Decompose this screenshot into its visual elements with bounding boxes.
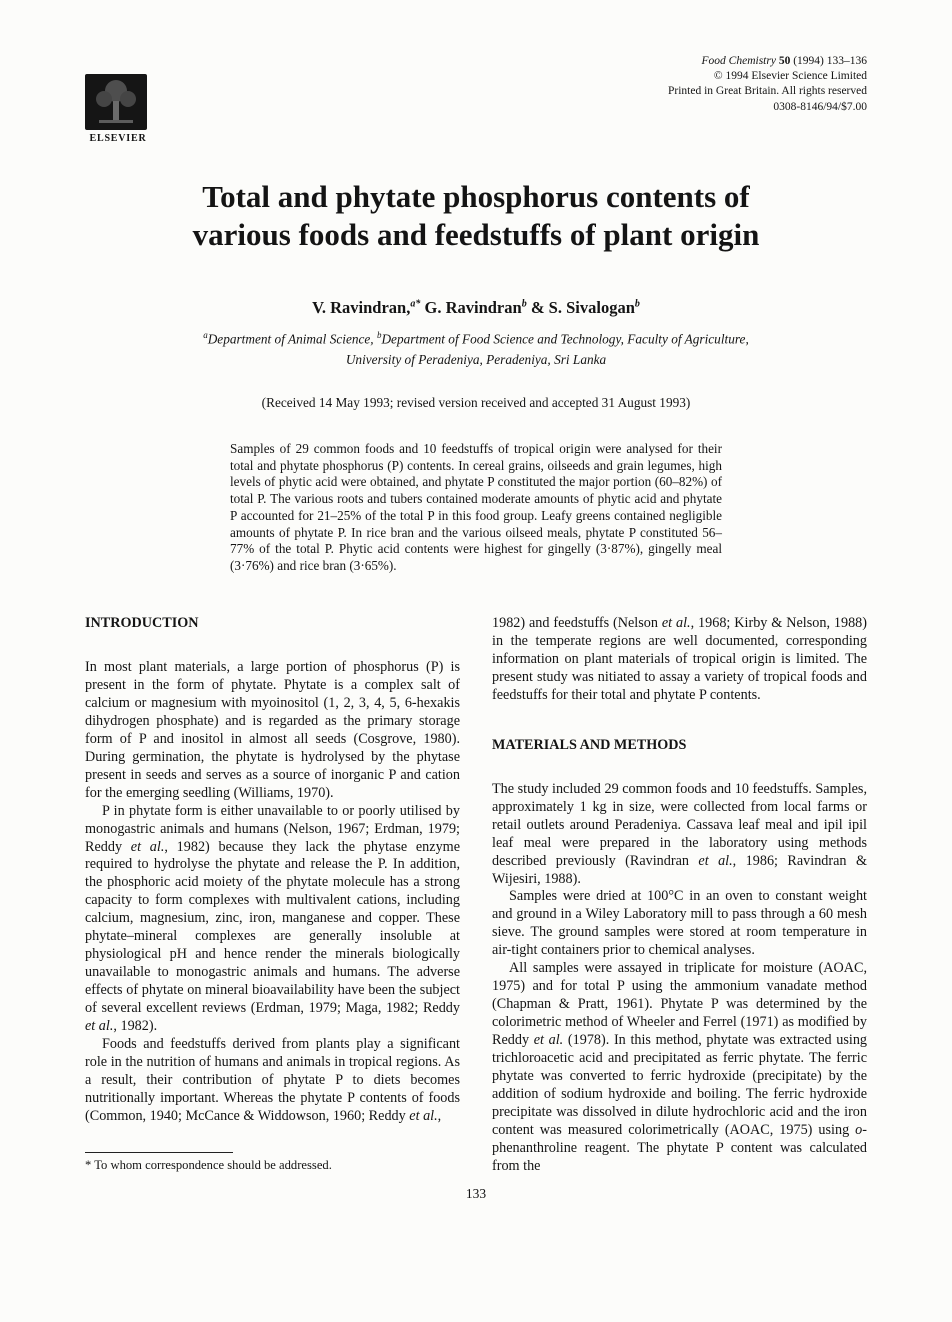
section-heading-methods: MATERIALS AND METHODS: [492, 736, 687, 753]
page-number: 133: [465, 1185, 487, 1201]
author-affil-mark: b: [521, 298, 527, 310]
affiliation-line-2: University of Peradeniya, Peradeniya, Sri Lanka: [345, 352, 607, 368]
affil-mark: a: [203, 330, 208, 341]
publisher-name: ELSEVIER: [89, 133, 147, 144]
right-column: [492, 615, 867, 1176]
methods-paragraphs: [492, 781, 867, 1176]
copyright-line: © 1994 Elsevier Science Limited: [713, 70, 867, 83]
section-heading-introduction: INTRODUCTION: [85, 615, 199, 632]
article-body: [85, 615, 867, 1176]
footnote-text: * To whom correspondence should be addressed.: [85, 1157, 332, 1172]
footnote-rule: [85, 1152, 233, 1153]
body-paragraph: The study included 29 common foods and 10 feedstuffs. Samples, approximately 1 kg in size, were collected from local farms or retail outlets around Peradeniya. Cassava leaf meal and ipil ipil leaf meal were prepared in the laboratory using methods described previously (Ravindran et al., 1986; Ravindran & Wijesiri, 1988).: [492, 780, 867, 887]
affiliation-text: Department of Animal Science,: [207, 331, 377, 347]
body-paragraph: Samples were dried at 100°C in an oven to constant weight and ground in a Wiley Laboratory mill to pass through a 60 mesh sieve. The ground samples were stored at room temperature in air-tight containers prior to chemical analyses.: [492, 888, 867, 959]
author-name: V. Ravindran,: [312, 298, 411, 318]
journal-name: Food Chemistry: [701, 55, 776, 67]
title-line-1: Total and phytate phosphorus contents of: [202, 179, 750, 214]
author-name: G. Ravindran: [420, 298, 522, 318]
body-paragraph: Foods and feedstuffs derived from plants play a significant role in the nutrition of humans and animals in tropical regions. As a result, their contribution of phytate P to diets becomes nutritionally important. Whereas the phytate P contents of foods (Common, 1940; McCance & Widdowson, 1960; Reddy et al.,: [85, 1035, 460, 1124]
abstract: Samples of 29 common foods and 10 feedstuffs of tropical origin were analysed for their total and phytate phosphorus (P) contents. In cereal grains, oilseeds and grain legumes, high levels of phytic acid were obtained, and phytate P constituted the major portion (60–82%) of total P. The various roots and tubers contained moderate amounts of phytic acid and phytate P accounted for 21–25% of the total P in this food group. Leafy greens contained negligible amounts of phytate P. In rice bran and the various oilseed meals, phytate P constituted 56–77% of the total P. Phytic acid contents were highest for gingelly (3·87%), gingelly meal (3·76%) and rice bran (3·65%).: [230, 440, 722, 574]
affiliations: [85, 329, 867, 371]
journal-volume: 50: [778, 55, 791, 67]
masthead: [85, 54, 867, 144]
rights-line: Printed in Great Britain. All rights reserved: [668, 85, 867, 98]
authors-line: [85, 298, 867, 318]
elsevier-tree-icon: [85, 74, 147, 130]
body-paragraph: All samples were assayed in triplicate for moisture (AOAC, 1975) and for total P using the ammonium vanadate method (Chapman & Pratt, 1961). Phytate P was determined by the colorimetric method of Wheeler and Ferrel (1971) as modified by Reddy et al. (1978). In this method, phytate was extracted using trichloroacetic acid and precipitated as ferric phytate. The ferric phytate was converted to ferric hydroxide (precipitate) by the addition of sodium hydroxide and boiling. The ferric hydroxide precipitate was dissolved in dilute hydrochloric acid and the iron content was measured colorimetrically (AOAC, 1975) using o-phenanthroline reagent. The phytate P content was calculated from the: [492, 960, 868, 1174]
body-paragraph: 1982) and feedstuffs (Nelson et al., 1968; Kirby & Nelson, 1988) in the temperate regions are well documented, corresponding information on plant materials of tropical origin is limited. The present study was nitiated to assay a variety of tropical foods and feedstuffs for their total and phytate P contents.: [492, 615, 868, 703]
publisher-logo: [85, 74, 151, 144]
received-line: (Received 14 May 1993; revised version received and accepted 31 August 1993): [261, 394, 691, 410]
introduction-continued-paragraphs: [492, 615, 867, 705]
journal-citation: [668, 54, 867, 69]
issn-code: 0308-8146/94/$7.00: [773, 100, 867, 113]
introduction-paragraphs: [85, 659, 460, 1126]
body-paragraph: P in phytate form is either unavailable to or poorly utilised by monogastric animals and humans (Nelson, 1967; Erdman, 1979; Reddy et al., 1982) because they lack the phytase enzyme required to hydrolyse the phytate and release the P. In addition, the phosphoric acid moiety of the phytate molecule has a strong capacity to form complexes with multivalent cations, including calcium, magnesium, zinc, iron, manganese and copper. These phytate–mineral complexes are generally insoluble at physiological pH and hence render the minerals biologically unavailable to monogastric animals and humans. The adverse effects of phytate on mineral bioavailability have been the subject of several excellent reviews (Erdman, 1979; Maga, 1982; Reddy et al., 1982).: [85, 802, 460, 1035]
body-paragraph: In most plant materials, a large portion of phosphorus (P) is present in the form of phytate. Phytate is a complex salt of calcium or magnesium with myoinositol (1, 2, 3, 4, 5, 6-hexakis dihydrogen phosphate) and is regarded as the primary storage form of P and inositol in almost all seeds (Cosgrove, 1980). During germination, the phytate is hydrolysed by the phytase present in seeds and serves as a source of inorganic P and cation for the emerging seedling (Williams, 1970).: [85, 658, 460, 801]
affiliation-text: Department of Food Science and Technology, Faculty of Agriculture,: [381, 331, 749, 347]
affil-mark: b: [376, 330, 382, 341]
journal-issue-pages: (1994) 133–136: [793, 55, 867, 67]
author-name: & S. Sivalogan: [526, 298, 635, 318]
left-column: [85, 615, 460, 1176]
journal-info: [668, 54, 867, 115]
author-affil-mark: a*: [410, 298, 421, 310]
author-affil-mark: b: [634, 298, 640, 310]
article-title: [85, 178, 867, 254]
footnote: [85, 1152, 460, 1174]
title-line-2: various foods and feedstuffs of plant origin: [192, 217, 760, 253]
affiliation-line-1: [85, 329, 867, 350]
